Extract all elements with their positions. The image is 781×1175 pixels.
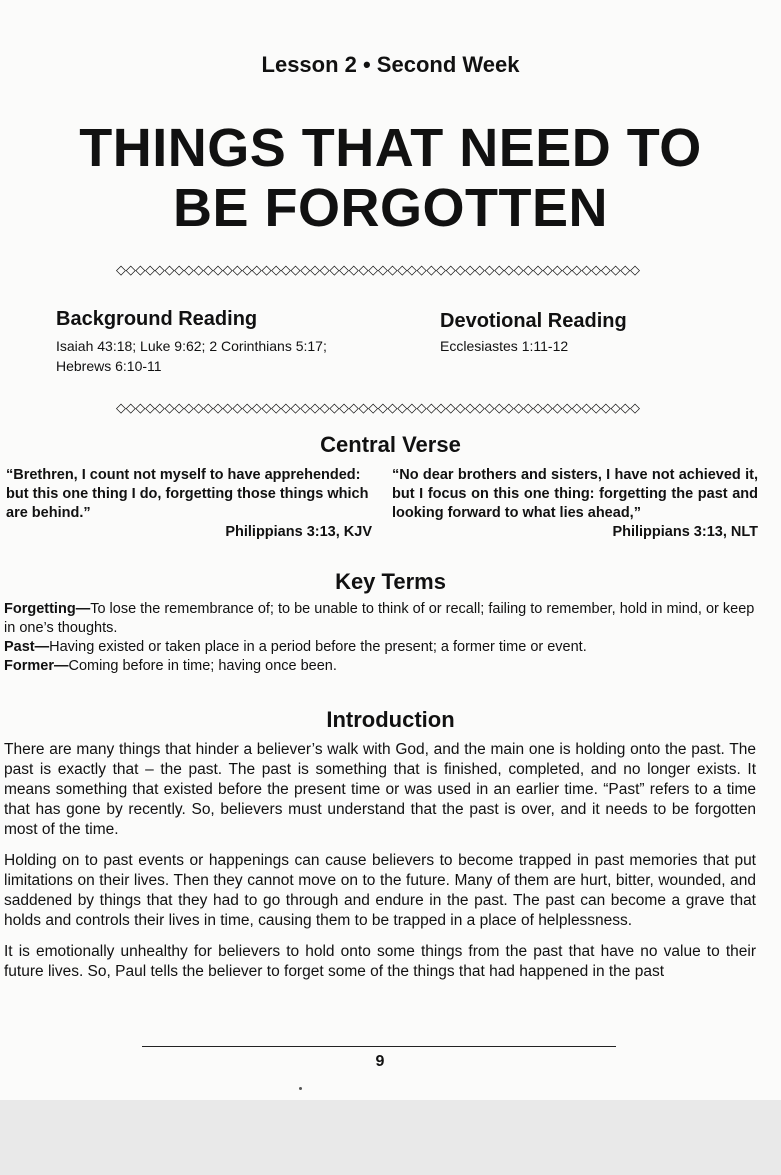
key-term-item [4,600,756,638]
key-term-word: Forgetting [4,601,76,617]
key-term-dash: — [34,639,50,655]
page-number: 9 [375,1053,385,1070]
key-terms-list [4,600,756,676]
verse-kjv-citation: Philippians 3:13, KJV [225,524,372,540]
devotional-reading-ref: Ecclesiastes 1:11-12 [440,338,569,354]
page-title [0,118,781,238]
diamond-divider-bottom: ◇◇◇◇◇◇◇◇◇◇◇◇◇◇◇◇◇◇◇◇◇◇◇◇◇◇◇◇◇◇◇◇◇◇◇◇◇◇◇◇◇◇◇◇◇◇◇◇◇◇◇◇◇◇ [116,400,640,415]
footer-rule [142,1046,616,1047]
scan-margin [0,1100,781,1175]
key-term-dash: — [75,601,91,617]
background-reading-refs [56,336,386,376]
key-term-definition: Coming before in time; having once been. [68,658,337,674]
verse-nlt [392,466,758,542]
introduction-heading: Introduction [326,707,455,732]
intro-paragraph: Holding on to past events or happenings can cause believers to become trapped in past memories that put limitations on their lives. Then they cannot move on to the future. Many of them are hurt, bitter, wounded, and saddened by things that they had to go through and endure in the past. The past can become a grave that holds and controls their lives in time, causing them to be trapped in a place of helplessness. [4,852,756,929]
verse-kjv [6,466,372,542]
speck-mark [299,1087,302,1090]
intro-paragraph: It is emotionally unhealthy for believers to hold onto some things from the past that have no value to their future lives. So, Paul tells the believer to forget some of the things that had happened in the past [4,943,756,980]
key-term-item [4,657,756,676]
lesson-label: Lesson 2 • Second Week [261,52,520,77]
verse-nlt-citation: Philippians 3:13, NLT [612,524,758,540]
key-term-word: Past [4,639,35,655]
key-term-item [4,638,756,657]
introduction-body [4,740,756,993]
key-term-word: Former [4,658,54,674]
key-terms-heading: Key Terms [335,569,446,594]
verse-kjv-text: “Brethren, I count not myself to have apprehended: but this one thing I do, forgetting those things which are behind.” [6,467,369,521]
background-reading-heading: Background Reading [56,308,258,330]
key-term-definition: To lose the remembrance of; to be unable to think of or recall; failing to remember, hold in mind, or keep in one’s thoughts. [4,601,755,636]
verse-nlt-text: “No dear brothers and sisters, I have not achieved it, but I focus on this one thing: forgetting the past and looking forward to what lies ahead,” [392,467,758,521]
central-verse-heading: Central Verse [320,432,461,457]
intro-paragraph: There are many things that hinder a believer’s walk with God, and the main one is holding onto the past. The past is exactly that – the past. The past is something that is finished, completed, and no longer exists. It means something that existed before the present time or was used in an earlier time. “Past” refers to a time that has gone by recently. So, believers must understand that the past is over, and it needs to be forgotten most of the time. [4,741,756,838]
devotional-reading-heading: Devotional Reading [440,310,627,332]
key-term-definition: Having existed or taken place in a period before the present; a former time or event. [49,639,587,655]
title-line-1: THINGS THAT NEED TO [79,118,702,178]
title-line-2: BE FORGOTTEN [173,178,608,238]
background-reading-line-1: Isaiah 43:18; Luke 9:62; 2 Corinthians 5:17; [56,338,327,354]
key-term-dash: — [53,658,69,674]
background-reading-line-2: Hebrews 6:10-11 [56,358,162,374]
diamond-divider-top: ◇◇◇◇◇◇◇◇◇◇◇◇◇◇◇◇◇◇◇◇◇◇◇◇◇◇◇◇◇◇◇◇◇◇◇◇◇◇◇◇◇◇◇◇◇◇◇◇◇◇◇◇◇◇ [116,262,640,277]
